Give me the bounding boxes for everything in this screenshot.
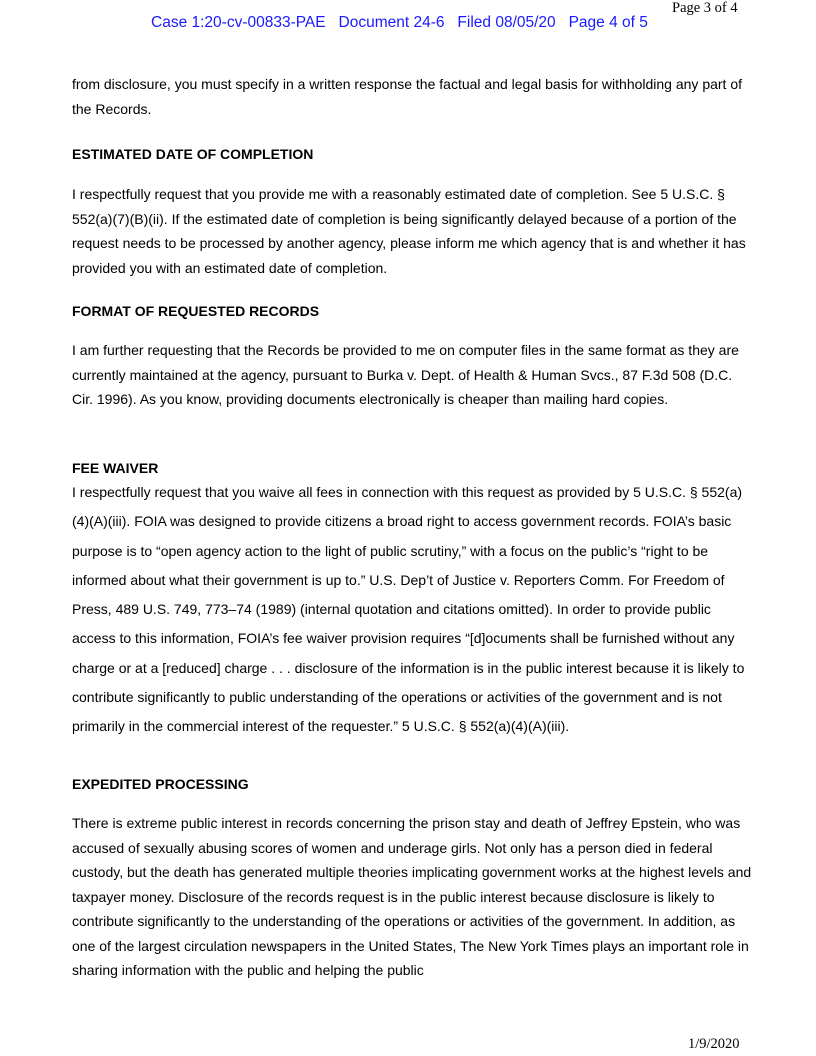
- heading-fee-waiver: FEE WAIVER: [72, 460, 159, 476]
- heading-format-records: FORMAT OF REQUESTED RECORDS: [72, 303, 320, 319]
- paragraph-estimated-date: I respectfully request that you provide me with a reasonably estimated date of completion. See 5 U.S.C. § 552(a)(7)(B)(ii). If the estimated date of completion is being significantly delayed because of a portion of the request needs to be processed by another agency, please inform me which agency that is and whether it has provided you with an estimated date of completion.: [72, 186, 746, 276]
- page-stamp: Page 3 of 4: [672, 0, 738, 16]
- paragraph-expedited-processing: There is extreme public interest in records concerning the prison stay and death of Jeffrey Epstein, who was accused of sexually abusing scores of women and underage girls. Not only has a person died in federal custody, but the death has generated multiple theories implicating government works at the highest levels and taxpayer money. Disclosure of the records request is in the public interest because disclosure is likely to contribute significantly to the understanding of the operations or activities of the government. In addition, as one of the largest circulation newspapers in the United States, The New York Times plays an important role in sharing information with the public and helping the public: [72, 815, 752, 978]
- footer-date: 1/9/2020: [688, 1036, 740, 1052]
- intro-paragraph: from disclosure, you must specify in a written response the factual and legal basis for withholding any part of the Records.: [72, 76, 743, 117]
- paragraph-format-records: I am further requesting that the Records be provided to me on computer files in the same format as they are currently maintained at the agency, pursuant to Burka v. Dept. of Health & Human Svcs., 87 F.3d 508 (D.C. Cir. 1996). As you know, providing documents electronically is cheaper than mailing hard copies.: [72, 342, 739, 407]
- paragraph-fee-waiver: I respectfully request that you waive all fees in connection with this request as provided by 5 U.S.C. § 552(a)(4)(A)(iii). FOIA was designed to provide citizens a broad right to access government records. FOIA’s basic purpose is to “open agency action to the light of public scrutiny,” with a focus on the public’s “right to be informed about what their government is up to.” U.S. Dep’t of Justice v. Reporters Comm. For Freedom of Press, 489 U.S. 749, 773–74 (1989) (internal quotation and citations omitted). In order to provide public access to this information, FOIA’s fee waiver provision requires “[d]ocuments shall be furnished without any charge or at a [reduced] charge . . . disclosure of the information is in the public interest because it is likely to contribute significantly to public understanding of the operations or activities of the government and is not primarily in the commercial interest of the requester.” 5 U.S.C. § 552(a)(4)(A)(iii).: [72, 484, 745, 735]
- heading-estimated-date: ESTIMATED DATE OF COMPLETION: [72, 146, 314, 162]
- case-filing-header: Case 1:20-cv-00833-PAE Document 24-6 Filed 08/05/20 Page 4 of 5: [151, 14, 648, 31]
- heading-expedited-processing: EXPEDITED PROCESSING: [72, 776, 249, 792]
